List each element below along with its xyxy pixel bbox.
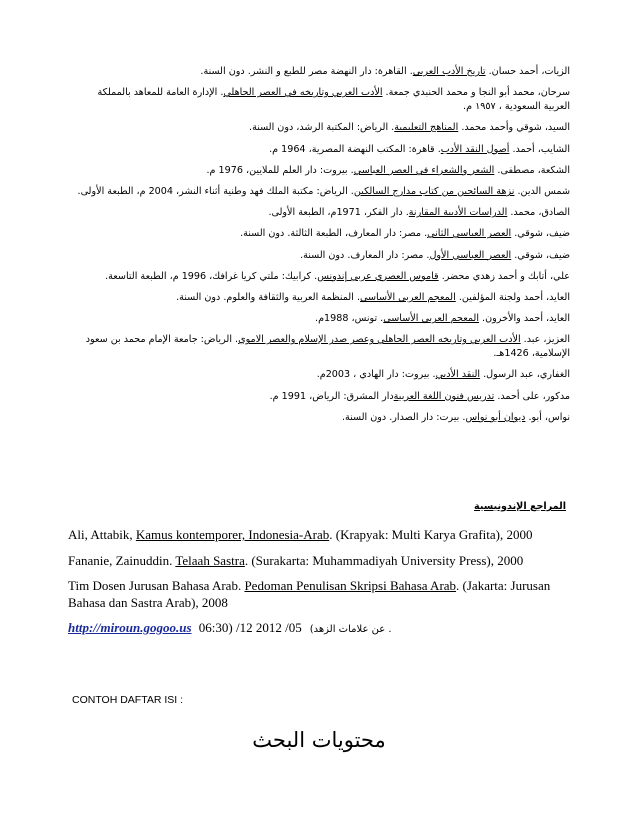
arabic-reference-item xyxy=(72,411,570,425)
arabic-reference-item xyxy=(72,185,570,199)
reference-publication: . القاهرة: دار النهضة مصر للطبع و النشر. دون السنة. xyxy=(200,66,413,77)
reference-author: مدكور، على أحمد. xyxy=(494,390,570,402)
latin-reference-item xyxy=(68,527,576,544)
reference-author: Fananie, Zainuddin. xyxy=(68,552,176,568)
latin-reference-item xyxy=(68,553,576,570)
source-note: (عن علامات الزهد . xyxy=(309,624,392,635)
reference-title: المعجم العربي الأساسي xyxy=(360,291,456,303)
reference-publication: . (Surakarta: Muhammadiyah University Press), 2000 xyxy=(244,552,524,568)
reference-author: العايد، أحمد ولجنة المؤلفين. xyxy=(455,291,570,303)
reference-author: الشكعة، مصطفى. xyxy=(494,164,570,176)
source-line xyxy=(68,620,576,639)
reference-publication: . الرياض: المكتبة الرشد، دون السنة. xyxy=(249,122,395,134)
reference-author: سرحان، محمد أبو النجا و محمد الحنبدي جمعة. xyxy=(382,87,570,99)
reference-author: العايد، أحمد والأخرون. xyxy=(479,313,570,325)
reference-author: ضيف، شوقي. xyxy=(511,249,570,261)
reference-author: الغفاري، عبد الرسول. xyxy=(480,369,570,381)
reference-publication: . الرياض: مكتبة الملك فهد وطنية أثناء النشر، 2004 م، الطبعة الأولى. xyxy=(77,185,354,197)
reference-title: النقد الأدبي xyxy=(435,369,481,381)
reference-title: Pedoman Penulisan Skripsi Bahasa Arab xyxy=(244,578,457,593)
reference-title: Kamus kontemporer, Indonesia-Arab xyxy=(135,527,330,542)
reference-title: نزهة السائحين من كتاب مدارج السالكين xyxy=(353,185,515,197)
arabic-reference-item xyxy=(72,227,570,241)
reference-title: Telaah Sastra xyxy=(175,552,245,568)
latin-reference-item xyxy=(68,578,576,611)
source-date: 06:30) /12 2012 /05 xyxy=(198,620,302,635)
reference-publication: . مصر: دار المعارف. دون السنة. xyxy=(300,249,430,261)
reference-publication: . مصر: دار المعارف، الطبعة الثالثة. دون السنة. xyxy=(240,228,428,240)
reference-title: المعجم العربي الأساسي xyxy=(383,313,479,325)
arabic-references xyxy=(72,65,570,432)
toc-title: محتويات البحث xyxy=(252,728,386,752)
arabic-reference-item xyxy=(72,206,570,220)
arabic-reference-item xyxy=(72,121,570,135)
reference-author: العزيز، عبد. xyxy=(520,334,570,346)
reference-publication: . الرياض: جامعة الإمام محمد بن سعود الإسلامية، 1426هـ. xyxy=(85,334,570,360)
reference-publication: . بيروت: دار الهادي ، 2003م. xyxy=(316,369,436,381)
reference-author: شمس الدين. xyxy=(514,185,570,197)
reference-author: السيد، شوقي وأحمد محمد. xyxy=(458,122,570,134)
reference-title: تدريس فنون اللغة العربية xyxy=(393,390,495,402)
reference-publication: . (Krapyak: Multi Karya Grafita), 2000 xyxy=(329,527,533,542)
arabic-reference-item xyxy=(72,65,570,79)
arabic-reference-item xyxy=(72,390,570,404)
arabic-reference-item xyxy=(72,368,570,382)
reference-title: المناهج التعليمية xyxy=(394,122,459,134)
reference-author: Ali, Attabik, xyxy=(68,527,136,542)
reference-title: الأدب العربي وتاريخه في العصر الجاهلي xyxy=(223,87,383,99)
reference-title: الأدب العربي وتاريخه العصر الجاهلي وعصر صدر الإسلام والعصر الاموي xyxy=(238,334,521,346)
arabic-reference-item xyxy=(72,270,570,284)
arabic-reference-item xyxy=(72,86,570,114)
reference-publication: دار المشرق: الرياض، 1991 م. xyxy=(269,390,394,402)
reference-publication: . كرابيك: ملتي كريا غرافك، 1996 م، الطبعة التاسعة. xyxy=(105,270,318,282)
arabic-reference-item xyxy=(72,333,570,361)
toc-label: CONTOH DAFTAR ISI : xyxy=(72,694,184,706)
reference-title: العصر العباسي الثاني xyxy=(427,228,512,240)
source-url-link[interactable]: http://miroun.gogoo.us xyxy=(68,620,192,635)
reference-author: الشايب، أحمد. xyxy=(509,143,570,155)
reference-publication: . الإدارة العامة للمعاهد بالمملكة العربية السعودية ، ١٩٥٧ م. xyxy=(97,87,570,113)
reference-title: أصول النقد الأدب xyxy=(440,143,510,155)
reference-title: قاموس العصري عربي إندونس xyxy=(317,270,439,282)
arabic-reference-item xyxy=(72,291,570,305)
arabic-reference-item xyxy=(72,143,570,157)
reference-title: تاريخ الأدب العربي xyxy=(412,66,486,77)
arabic-reference-item xyxy=(72,164,570,178)
reference-author: الصادق، محمد. xyxy=(507,207,570,219)
arabic-reference-item xyxy=(72,312,570,326)
reference-publication: . بيرت: دار الصدار. دون السنة. xyxy=(341,411,466,423)
reference-author: علي، أتابك و أحمد زهدي محضر. xyxy=(438,270,570,282)
reference-title: العصر العباسي الأول xyxy=(429,249,512,261)
reference-author: الزيات، أحمد حسان. xyxy=(485,66,570,77)
reference-author: ضيف، شوقي. xyxy=(511,228,570,240)
indonesian-references-heading: المراجع الإندونيسية xyxy=(474,501,566,512)
arabic-reference-item xyxy=(72,249,570,263)
reference-author: Tim Dosen Jurusan Bahasa Arab. xyxy=(68,578,245,593)
reference-title: الشعر والشعراء في العصر العباسي xyxy=(353,164,495,176)
reference-author: نواس، أبو. xyxy=(525,411,570,423)
reference-publication: . تونس، 1988م. xyxy=(315,313,384,325)
reference-title: ديوان أبو نواس xyxy=(465,411,526,423)
latin-references xyxy=(68,527,576,648)
reference-publication: . قاهرة: المكتب النهضة المصرية، 1964 م. xyxy=(269,143,441,155)
reference-publication: . بيروت: دار العلم للملايين، 1976 م. xyxy=(206,164,354,176)
reference-publication: . (Jakarta: Jurusan Bahasa dan Sastra Arab), 2008 xyxy=(68,578,551,610)
reference-publication: . دار الفكر، 1971م، الطبعة الأولى. xyxy=(268,207,409,219)
reference-title: الدراسات الأدبية المقارنة xyxy=(408,207,508,219)
reference-publication: . المنظمة العربية والثقافة والعلوم. دون السنة. xyxy=(176,291,360,303)
